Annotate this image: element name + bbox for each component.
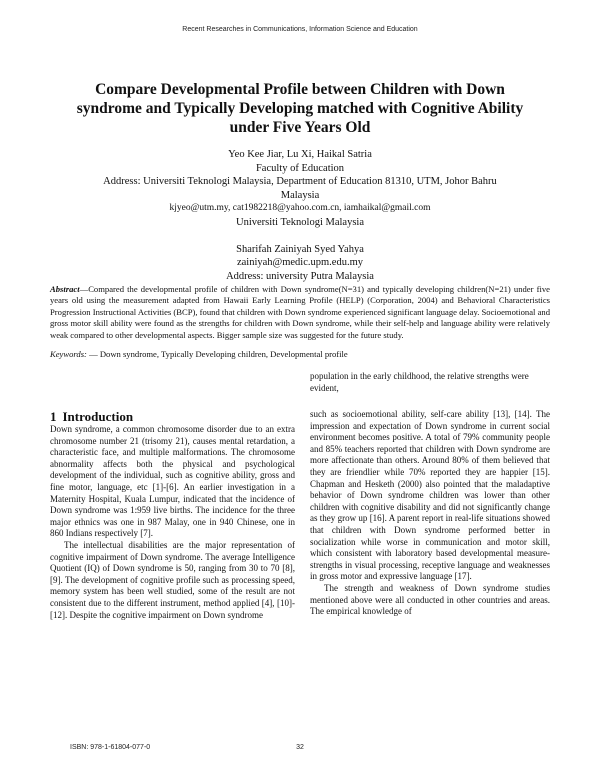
author-info bbox=[70, 148, 530, 283]
author-address-2: Malaysia bbox=[280, 189, 320, 201]
abstract bbox=[50, 284, 550, 341]
paper-title: Compare Developmental Profile between Children with Down syndrome and Typically Developing matched with Cognitive Ability under Five Years Old bbox=[76, 81, 524, 136]
author-names-1: Yeo Kee Jiar, Lu Xi, Haikal Satria bbox=[228, 149, 372, 160]
running-header: Recent Researches in Communications, Information Science and Education bbox=[182, 26, 418, 33]
author-university-1: Universiti Teknologi Malaysia bbox=[236, 216, 364, 228]
footer-isbn: ISBN: 978-1-61804-077-0 bbox=[70, 744, 151, 751]
keywords-text: — Down syndrome, Typically Developing children, Developmental profile bbox=[86, 349, 348, 359]
footer-page-number: 32 bbox=[296, 744, 304, 751]
section-number: 1 bbox=[50, 409, 57, 424]
abstract-label: Abstract bbox=[50, 284, 80, 294]
abstract-text: —Compared the developmental profile of children with Down syndrome(N=31) and typically developing children(N=21) under five years old using the measurement adapted from Hawaii Early Learning Profile (HELP) (Corporation, 2004) and Behavioral Characteristics Progression Instructional Activities (BCP), found that children with Down syndrome experienced significant language delay. Socioemotional and gross motor skill ability were found as the strengths for children with Down syndrome, while their self-help and language ability were relatively weak compared to other developmental aspects. Bigger sample size was suggested for the future study. bbox=[50, 284, 550, 340]
section-title: Introduction bbox=[62, 409, 134, 424]
right-column-top: population in the early childhood, the relative strengths were evident, bbox=[310, 371, 529, 393]
keywords bbox=[50, 349, 550, 360]
author-address-1: Address: Universiti Teknologi Malaysia, Department of Education 81310, UTM, Johor Bahru bbox=[103, 176, 497, 188]
left-paragraph-1: Down syndrome, a common chromosome disorder due to an extra chromosome number 21 (trisomy 21), causes mental retardation, a characteristic face, and multiple malformations. The chromosome abnormality affects both the physical and psychological development of the individual, such as cognitive ability, gross and fine motor, language, etc [1]-[6]. An earlier investigation in a Maternity Hospital, Kuala Lumpur, indicated that the incidence of Down syndrome was 1:959 live births. The incidence for the three major ethnics was one in 987 Malay, one in 940 Chinese, one in 860 Indians respectively [7]. bbox=[50, 424, 295, 539]
author-address-3: Address: university Putra Malaysia bbox=[226, 270, 374, 282]
author-name-2: Sharifah Zainiyah Syed Yahya bbox=[236, 243, 364, 255]
left-paragraph-2: The intellectual disabilities are the major representation of cognitive impairment of Down syndrome. The average Intelligence Quotient (IQ) of Down syndrome is 50, ranging from 30 to 70 [8], [9]. The development of cognitive profile such as processing speed, memory system has been well studied, some of the result are not consistent due to the different instrument, method applied [4], [10]-[12]. Despite the cognitive impairment on Down syndrome bbox=[50, 539, 295, 620]
author-emails-1: kjyeo@utm.my, cat1982218@yahoo.com.cn, iamhaikal@gmail.com bbox=[169, 203, 431, 214]
right-paragraph-2: The strength and weakness of Down syndrome studies mentioned above were all conducted in other countries and areas. The empirical knowledge of bbox=[310, 582, 550, 617]
right-paragraph-1: such as socioemotional ability, self-care ability [13], [14]. The impression and expectation of Down syndrome in current social environment becomes positive. A total of 79% community people and 85% teachers reported that children with Down syndrome are more affectionate than others. Around 80% of them believed that they are friendlier while 70% reported they are happier [15]. Chapman and Hesketh (2000) also pointed that the maladaptive behavior of Down syndrome children was lower than other children with cognitive disability and did not significantly change as they grow up [16]. A parent report in real-life situations showed that children with Down syndrome performed better in socialization while worse in communication and motor skill, which consistent with laboratory based developmental measure- strengths in visual processing, receptive language and weaknesses in gross motor and expressive language [17]. bbox=[310, 409, 550, 582]
left-column bbox=[50, 424, 295, 621]
keywords-label: Keywords: bbox=[50, 349, 87, 359]
author-faculty: Faculty of Education bbox=[255, 162, 345, 174]
section-heading bbox=[50, 409, 139, 425]
right-column bbox=[310, 409, 550, 618]
author-email-2: zainiyah@medic.upm.edu.my bbox=[236, 257, 363, 269]
